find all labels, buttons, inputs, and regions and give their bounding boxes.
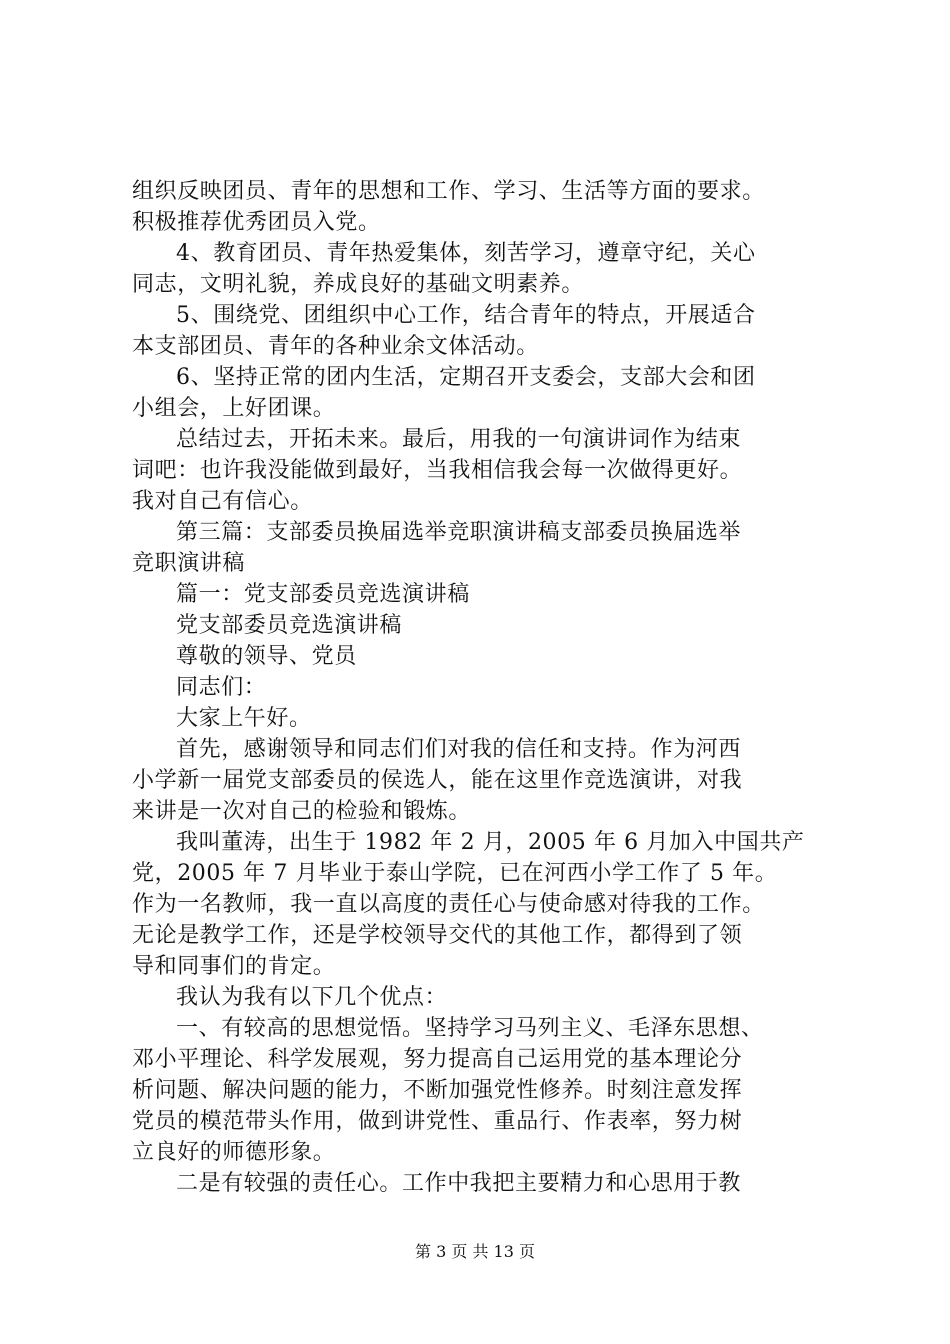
text-line: 大家上午好。: [176, 706, 312, 731]
page-footer: 第 3 页 共 13 页: [415, 1242, 535, 1261]
text-line: 同志，文明礼貌，养成良好的基础文明素养。: [132, 272, 585, 297]
text-line: 小学新一届党支部委员的侯选人，能在这里作竞选演讲，对我: [132, 768, 743, 793]
text-line: 积极推荐优秀团员入党。: [132, 210, 381, 235]
text-line: 竞职演讲稿: [132, 551, 246, 576]
text-line: 第三篇：支部委员换届选举竞职演讲稿支部委员换届选举: [176, 520, 742, 545]
text-line: 导和同事们的肯定。: [132, 954, 336, 979]
text-line: 本支部团员、青年的各种业余文体活动。: [132, 334, 539, 359]
text-line: 作为一名教师，我一直以高度的责任心与使命感对待我的工作。: [132, 892, 765, 917]
text-line: 首先，感谢领导和同志们们对我的信任和支持。作为河西: [176, 737, 742, 762]
text-line: 党员的模范带头作用，做到讲党性、重品行、作表率，努力树: [132, 1109, 743, 1134]
text-line: 析问题、解决问题的能力，不断加强党性修养。时刻注意发挥: [132, 1078, 743, 1103]
text-line: 邓小平理论、科学发展观，努力提高自己运用党的基本理论分: [132, 1047, 743, 1072]
text-line: 组织反映团员、青年的思想和工作、学习、生活等方面的要求。: [132, 179, 765, 204]
text-line: 一、有较高的思想觉悟。坚持学习马列主义、毛泽东思想、: [176, 1016, 764, 1041]
text-line: 党支部委员竞选演讲稿: [176, 613, 403, 638]
text-line: 同志们：: [176, 675, 267, 700]
text-line: 尊敬的领导、党员: [176, 644, 357, 669]
text-line: 立良好的师德形象。: [132, 1140, 336, 1165]
text-line: 词吧：也许我没能做到最好，当我相信我会每一次做得更好。: [132, 458, 743, 483]
text-line: 我对自己有信心。: [132, 489, 313, 514]
text-line: 我认为我有以下几个优点：: [176, 985, 448, 1010]
text-line: 来讲是一次对自己的检验和锻炼。: [132, 799, 472, 824]
text-line: 小组会，上好团课。: [132, 396, 336, 421]
text-line: 6、坚持正常的团内生活，定期召开支委会，支部大会和团: [176, 365, 756, 390]
text-line: 篇一：党支部委员竞选演讲稿: [176, 582, 470, 607]
document-body: [132, 176, 852, 1199]
text-line: 二是有较强的责任心。工作中我把主要精力和心思用于教: [176, 1171, 742, 1196]
text-line: 无论是教学工作，还是学校领导交代的其他工作，都得到了领: [132, 923, 743, 948]
text-line: 5、围绕党、团组织中心工作，结合青年的特点，开展适合: [176, 303, 756, 328]
text-line: 党，2005 年 7 月毕业于泰山学院，已在河西小学工作了 5 年。: [132, 861, 778, 886]
text-line: 我叫董涛，出生于 1982 年 2 月，2005 年 6 月加入中国共产: [176, 830, 805, 855]
text-line: 4、教育团员、青年热爱集体，刻苦学习，遵章守纪，关心: [176, 241, 756, 266]
text-line: 总结过去，开拓未来。最后，用我的一句演讲词作为结束: [176, 427, 742, 452]
